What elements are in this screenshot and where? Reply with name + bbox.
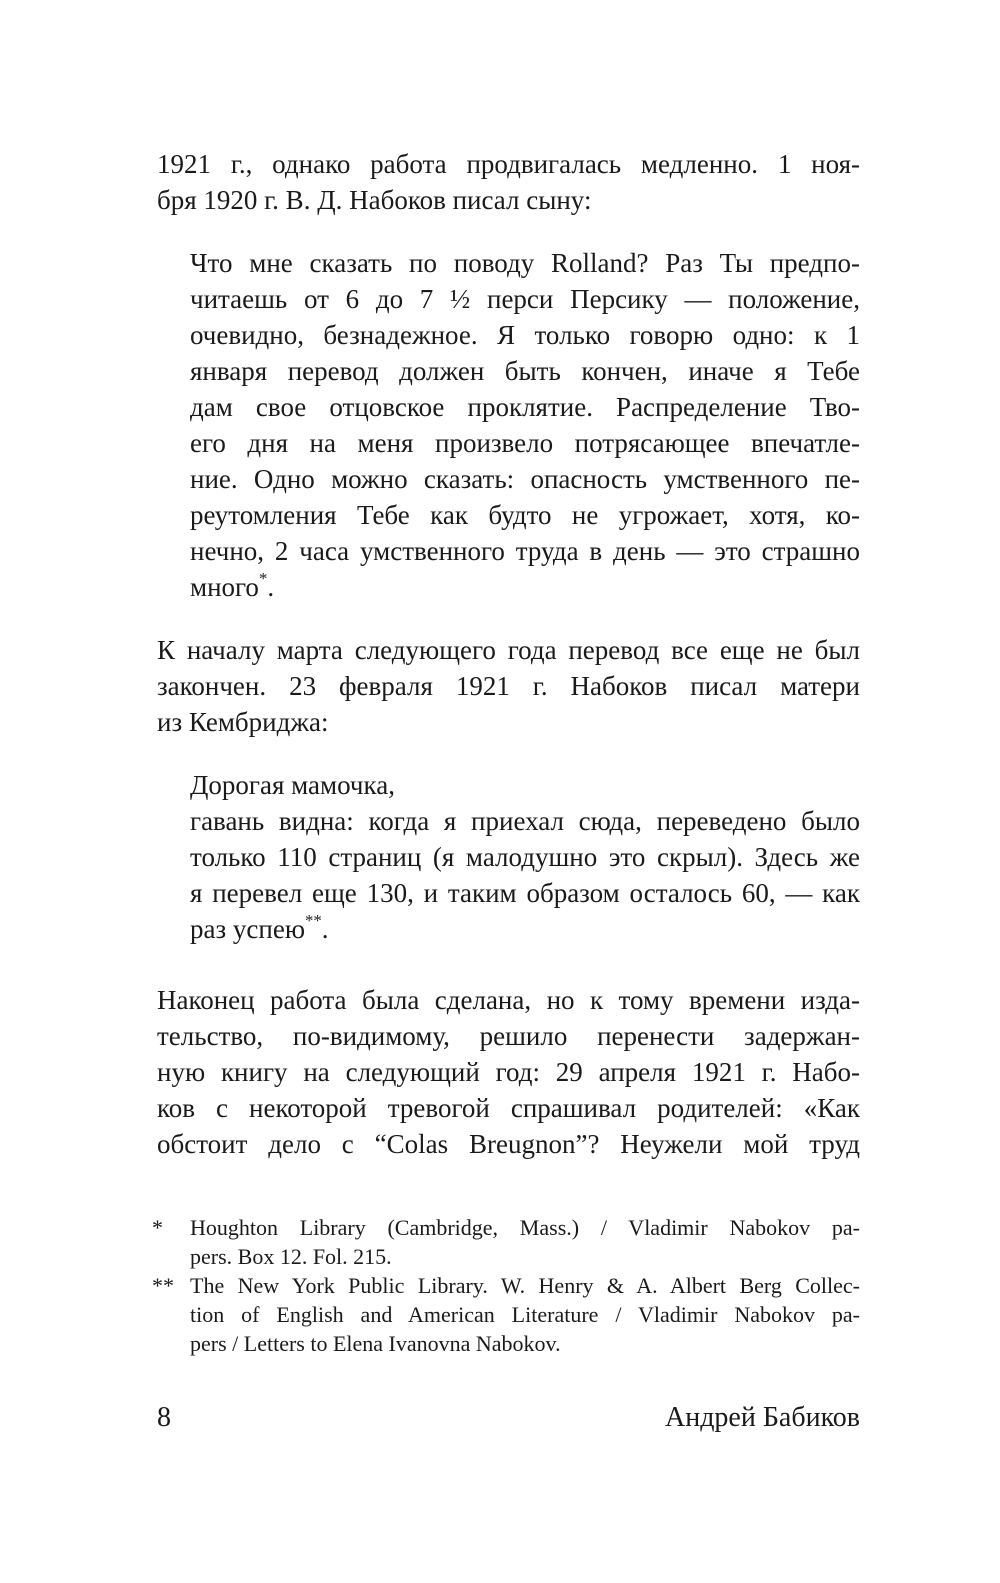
quote-line: января перевод должен быть кончен, иначе я Тебе bbox=[190, 356, 860, 386]
footnote-line: pers / Letters to Elena Ivanovna Nabokov. bbox=[190, 1331, 561, 1356]
quote-text: раз успею bbox=[190, 914, 305, 944]
paragraph-line: из Кембриджа: bbox=[157, 707, 329, 737]
footnote-line: The New York Public Library. W. Henry & A. Albert Berg Collec- bbox=[190, 1273, 860, 1298]
paragraph-line: обстоит дело с “Colas Breugnon”? Неужели мой труд bbox=[157, 1129, 860, 1159]
paragraph-line: Наконец работа была сделана, но к тому времени изда- bbox=[157, 985, 860, 1015]
quote-line: нечно, 2 часа умственного труда в день — это страшно bbox=[190, 536, 860, 566]
page-number: 8 bbox=[157, 1402, 171, 1433]
quote-line: ние. Одно можно сказать: опасность умственного пе- bbox=[190, 464, 860, 494]
quote-line: читаешь от 6 до 7 ½ перси Персику — положение, bbox=[190, 284, 860, 314]
footnote-line: Houghton Library (Cambridge, Mass.) / Vladimir Nabokov pa- bbox=[190, 1215, 860, 1240]
footnote-line: tion of English and American Literature / Vladimir Nabokov pa- bbox=[190, 1302, 860, 1327]
footnote-reference[interactable]: ** bbox=[305, 910, 322, 930]
footnote-reference[interactable]: * bbox=[258, 568, 268, 588]
running-footer-author: Андрей Бабиков bbox=[664, 1402, 860, 1433]
paragraph-line: закончен. 23 февраля 1921 г. Набоков писал матери bbox=[157, 671, 860, 701]
quote-last-line bbox=[190, 911, 860, 947]
quote-line: реутомления Тебе как будто не угрожает, хотя, ко- bbox=[190, 500, 860, 530]
quote-line: очевидно, безнадежное. Я только говорю одно: к 1 bbox=[190, 320, 860, 350]
paragraph-line: К началу марта следующего года перевод все еще не был bbox=[157, 635, 860, 665]
quote-line: только 110 страниц (я малодушно это скрыл). Здесь же bbox=[190, 842, 860, 872]
quote-last-line bbox=[190, 569, 860, 605]
quote-line: дам свое отцовское проклятие. Распределение Тво- bbox=[190, 392, 860, 422]
paragraph-line: ную книгу на следующий год: 29 апреля 1921 г. Набо- bbox=[157, 1057, 860, 1087]
quote-line: гавань видна: когда я приехал сюда, переведено было bbox=[190, 806, 860, 836]
quote-line: Что мне сказать по поводу Rolland? Раз Ты предпо- bbox=[190, 248, 860, 278]
quote-salutation: Дорогая мамочка, bbox=[190, 770, 395, 800]
quote-line: я перевел еще 130, и таким образом осталось 60, — как bbox=[190, 878, 860, 908]
quote-punctuation: . bbox=[267, 572, 275, 602]
quote-punctuation: . bbox=[321, 914, 329, 944]
footnote-mark: ** bbox=[152, 1273, 174, 1298]
paragraph-line: тельство, по-видимому, решило перенести задержан- bbox=[157, 1021, 860, 1051]
quote-line: его дня на меня произвело потрясающее впечатле- bbox=[190, 428, 860, 458]
quote-text: много bbox=[190, 572, 259, 602]
footnote-mark: * bbox=[152, 1215, 163, 1240]
paragraph-line: бря 1920 г. В. Д. Набоков писал сыну: bbox=[157, 185, 592, 215]
paragraph-line: 1921 г., однако работа продвигалась медленно. 1 ноя- bbox=[157, 149, 860, 179]
paragraph-line: ков с некоторой тревогой спрашивал родителей: «Как bbox=[157, 1093, 860, 1123]
footnote-line: pers. Box 12. Fol. 215. bbox=[190, 1244, 392, 1269]
